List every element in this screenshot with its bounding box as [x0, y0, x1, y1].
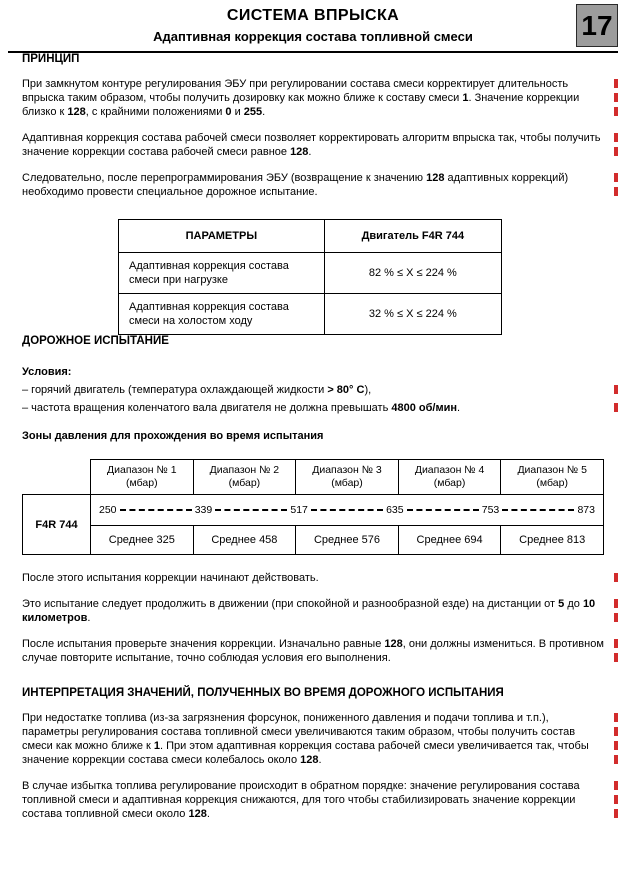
page-subtitle: Адаптивная коррекция состава топливной смеси	[153, 29, 473, 44]
zone-name: Диапазон № 1	[107, 464, 177, 476]
range-boundary: 517	[290, 504, 308, 516]
engine-header: Двигатель F4R 744	[324, 220, 501, 253]
zone-unit: (мбар)	[228, 477, 261, 489]
parameters-table	[118, 219, 502, 335]
zones-bounds-row	[23, 495, 604, 526]
pressure-boundaries-cell	[91, 495, 604, 526]
conditions-label: Условия:	[22, 366, 72, 378]
dashed-connector	[120, 509, 192, 511]
section-heading-road-test: ДОРОЖНОЕ ИСПЫТАНИЕ	[22, 335, 169, 347]
section-heading-interpretation: ИНТЕРПРЕТАЦИЯ ЗНАЧЕНИЙ, ПОЛУЧЕННЫХ ВО ВРЕМЯ ДОРОЖНОГО ИСПЫТАНИЯ	[22, 687, 504, 699]
engine-model-cell: F4R 744	[23, 495, 91, 555]
condition-item: – горячий двигатель (температура охлаждающей жидкости > 80° С),	[22, 383, 604, 397]
parameter-value: 82 % ≤ X ≤ 224 %	[324, 253, 501, 294]
zone-column-header	[398, 460, 501, 495]
page-title: СИСТЕМА ВПРЫСКА	[226, 7, 400, 24]
paragraph: Следовательно, после перепрограммирования ЭБУ (возвращение к значению 128 адаптивных коррекций) необходимо провести специальное дорожное испытание.	[22, 171, 604, 199]
zone-name: Диапазон № 2	[209, 464, 280, 476]
section-heading-principle: ПРИНЦИП	[22, 53, 80, 65]
paragraph: После этого испытания коррекции начинают действовать.	[22, 571, 604, 585]
paragraph: При недостатке топлива (из-за загрязнения форсунок, пониженного давления и подачи топлива и т.п.), параметры регулирования состава топливной смеси увеличиваются таким образом, чтобы получить состав смеси как можно ближе к 1. При этом адаптивная коррекция состава рабочей смеси увеличивается так, чтобы значение коррекции состава смеси колебалось около 128.	[22, 711, 604, 767]
pressure-zones-table	[22, 459, 604, 555]
paragraph: Это испытание следует продолжить в движении (при спокойной и разнообразной езде) на дистанции от 5 до 10 километров.	[22, 597, 604, 625]
pressure-zones-label: Зоны давления для прохождения во время испытания	[22, 430, 324, 442]
paragraph: После испытания проверьте значения коррекции. Изначально равные 128, они должны измениться. В противном случае повторите испытание, точно соблюдая условия его выполнения.	[22, 638, 604, 664]
condition-item: – частота вращения коленчатого вала двигателя не должна превышать 4800 об/мин.	[22, 401, 604, 415]
empty-corner-cell	[23, 460, 91, 495]
zones-average-row	[23, 526, 604, 555]
zone-name: Диапазон № 3	[312, 464, 382, 476]
dashed-connector	[407, 509, 479, 511]
parameter-name: Адаптивная коррекция состава смеси на холостом ходу	[119, 294, 325, 335]
range-boundary: 635	[386, 504, 404, 516]
pressure-ranges	[96, 504, 598, 516]
zone-unit: (мбар)	[433, 477, 466, 489]
zone-column-header	[91, 460, 194, 495]
zone-unit: (мбар)	[331, 477, 363, 489]
zone-name: Диапазон № 5	[517, 464, 587, 476]
zones-header-row	[23, 460, 604, 495]
dashed-connector	[502, 509, 574, 511]
paragraph: При замкнутом контуре регулирования ЭБУ при регулировании состава смеси корректирует длительность впрыска таким образом, чтобы получить дозировку как можно ближе к составу смеси 1. Значение коррекции близко к 128, с крайними положениями 0 и 255.	[22, 77, 604, 119]
zone-name: Диапазон № 4	[414, 464, 485, 476]
zone-average: Среднее 694	[398, 526, 501, 555]
dashed-connector	[311, 509, 383, 511]
range-boundary: 339	[194, 504, 213, 516]
paragraph: В случае избытка топлива регулирование происходит в обратном порядке: значение регулирования состава топливной смеси и адаптивная коррекция снижаются, для того чтобы стабилизировать значение коррекции состава топливной смеси около 128.	[22, 779, 604, 821]
zone-average: Среднее 325	[91, 526, 194, 555]
paragraph: Адаптивная коррекция состава рабочей смеси позволяет корректировать алгоритм впрыска так, чтобы получить значение коррекции состава рабочей смеси равное 128.	[22, 131, 604, 159]
zone-unit: (мбар)	[126, 477, 158, 489]
page-content	[0, 53, 626, 821]
zone-average: Среднее 458	[193, 526, 296, 555]
zone-average: Среднее 576	[296, 526, 399, 555]
zone-column-header	[296, 460, 399, 495]
chapter-number-box	[576, 4, 618, 47]
dashed-connector	[215, 509, 287, 511]
table-row	[119, 294, 502, 335]
zone-unit: (мбар)	[536, 477, 568, 489]
chapter-number: 17	[581, 9, 613, 41]
page-header	[0, 0, 626, 44]
zone-average: Среднее 813	[501, 526, 604, 555]
zone-column-header	[193, 460, 296, 495]
range-boundary: 753	[481, 504, 500, 516]
table-row	[119, 253, 502, 294]
range-boundary: 250	[99, 504, 117, 516]
zone-column-header	[501, 460, 604, 495]
parameter-value: 32 % ≤ X ≤ 224 %	[324, 294, 501, 335]
range-boundary: 873	[577, 504, 595, 516]
parameters-table-header-row	[119, 220, 502, 253]
parameter-name: Адаптивная коррекция состава смеси при нагрузке	[119, 253, 325, 294]
parameters-header: ПАРАМЕТРЫ	[119, 220, 325, 253]
